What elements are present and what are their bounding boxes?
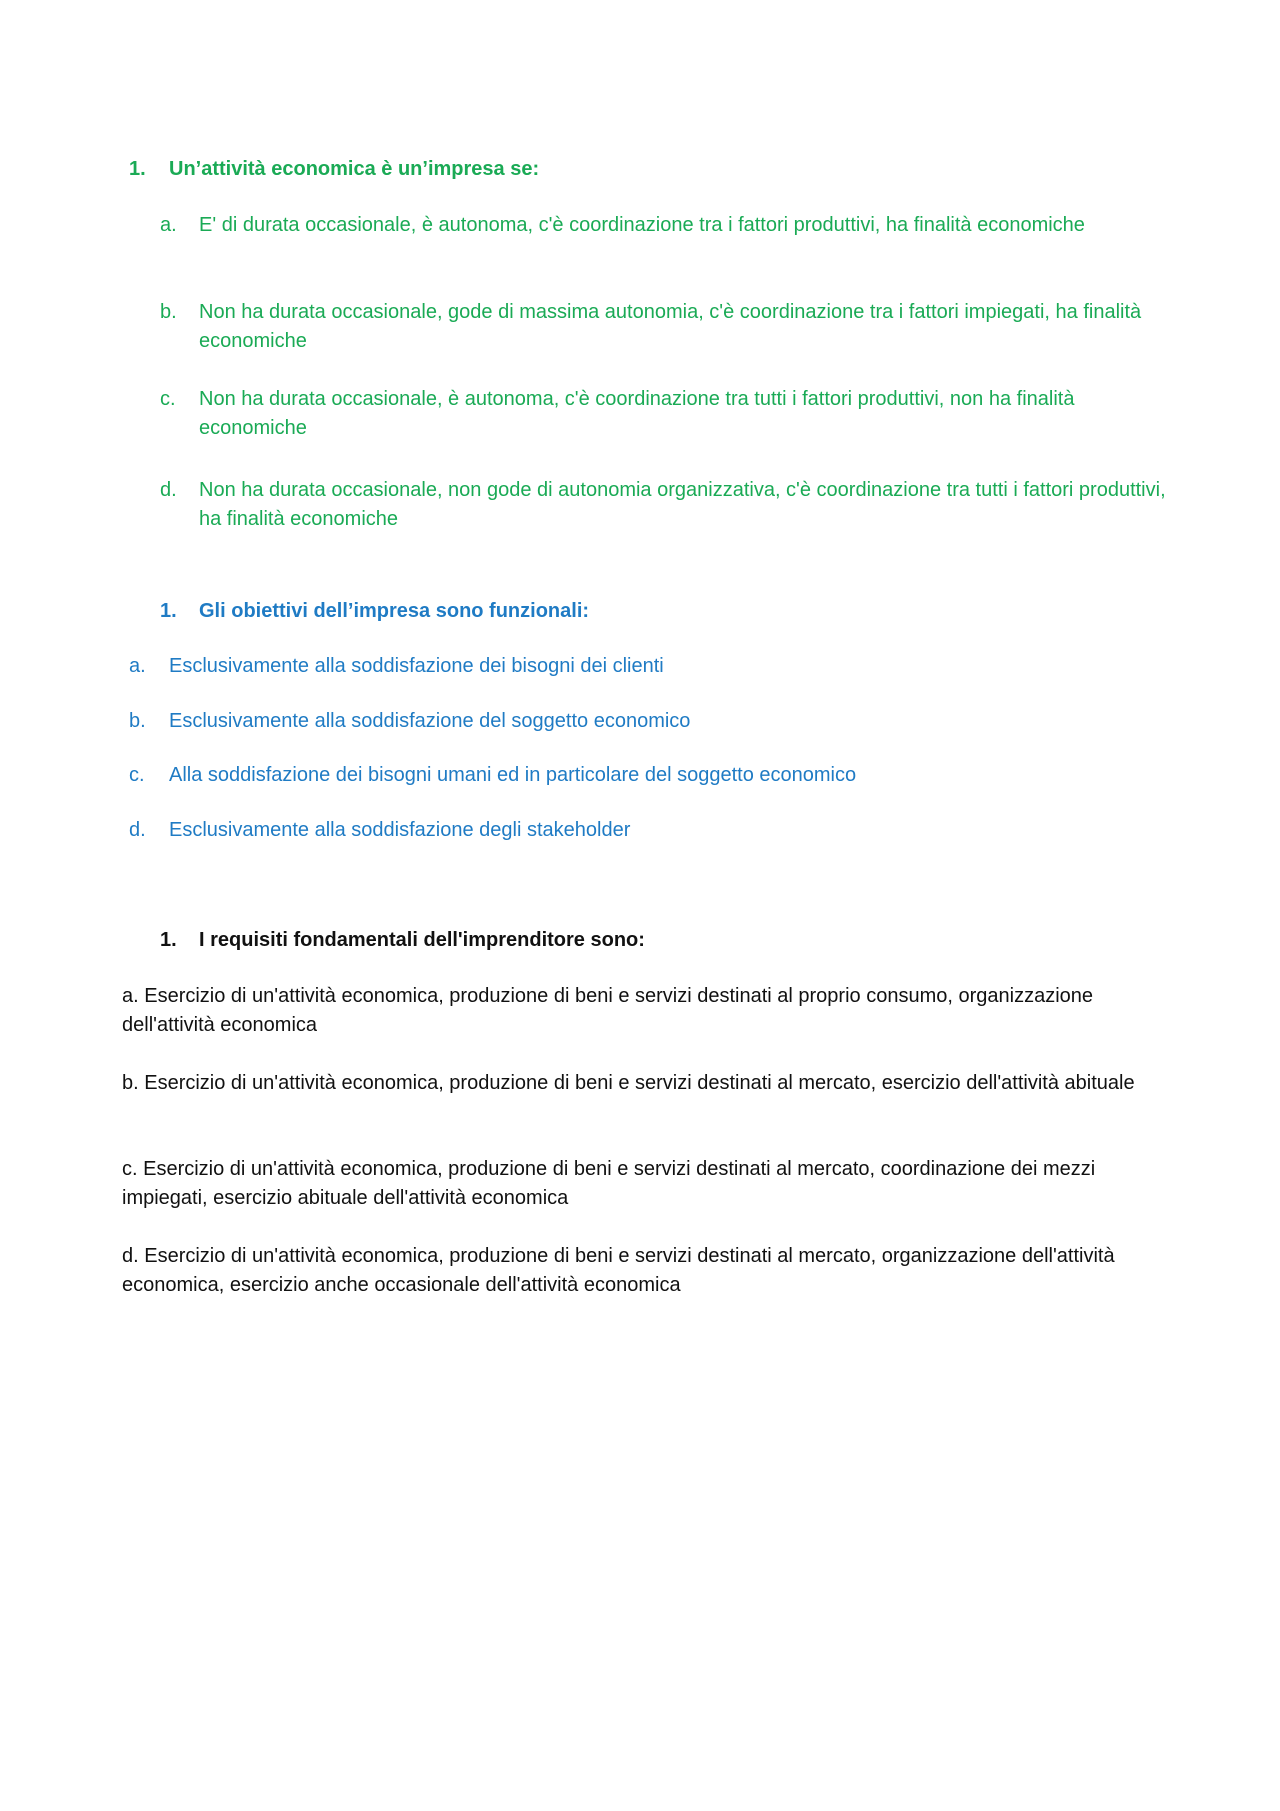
option-letter: b. [129,710,146,732]
option-text: Non ha durata occasionale, non gode di autonomia organizzativa, c'è coordinazione tra tutti i fattori produttivi, ha finalità economiche [199,479,1166,530]
option-letter: a. [129,655,146,677]
option-letter: b. [160,301,177,323]
question-1-number: 1. [129,158,146,180]
question-3-text: I requisiti fondamentali dell'imprenditore sono: [199,929,645,951]
question-2-option-a [129,652,1169,682]
option-text: b. Esercizio di un'attività economica, produzione di beni e servizi destinati al mercato, esercizio dell'attività abituale [122,1072,1135,1094]
question-1-text: Un’attività economica è un’impresa se: [169,158,540,180]
option-letter: a. [160,214,177,236]
option-letter: d. [160,479,177,501]
option-text: Esclusivamente alla soddisfazione dei bisogni dei clienti [169,655,664,677]
option-text: Esclusivamente alla soddisfazione del soggetto economico [169,710,691,732]
option-text: Non ha durata occasionale, è autonoma, c'è coordinazione tra tutti i fattori produttivi, non ha finalità economiche [199,388,1075,439]
option-text: Non ha durata occasionale, gode di massima autonomia, c'è coordinazione tra i fattori impiegati, ha finalità economiche [199,301,1142,352]
option-text: c. Esercizio di un'attività economica, produzione di beni e servizi destinati al mercato, coordinazione dei mezzi impiegati, esercizio abituale dell'attività economica [122,1158,1096,1209]
option-letter: d. [129,819,146,841]
option-text: a. Esercizio di un'attività economica, produzione di beni e servizi destinati al proprio consumo, organizzazione dell'attività economica [122,985,1094,1036]
option-letter: c. [129,764,145,786]
option-text: E' di durata occasionale, è autonoma, c'è coordinazione tra i fattori produttivi, ha finalità economiche [199,214,1085,236]
option-text: d. Esercizio di un'attività economica, produzione di beni e servizi destinati al mercato, organizzazione dell'attività economica, esercizio anche occasionale dell'attività economica [122,1245,1115,1296]
question-2-number: 1. [160,600,177,622]
question-2-option-d [129,816,1169,846]
question-3-title [160,926,1160,956]
question-1-title [129,155,1129,185]
option-text: Alla soddisfazione dei bisogni umani ed in particolare del soggetto economico [169,764,857,786]
option-letter: c. [160,388,176,410]
question-2-title [160,597,1160,627]
option-text: Esclusivamente alla soddisfazione degli stakeholder [169,819,631,841]
question-2-text: Gli obiettivi dell’impresa sono funzionali: [199,600,590,622]
question-3-number: 1. [160,929,177,951]
question-2-option-b [129,707,1169,737]
question-2-option-c [129,761,1169,791]
